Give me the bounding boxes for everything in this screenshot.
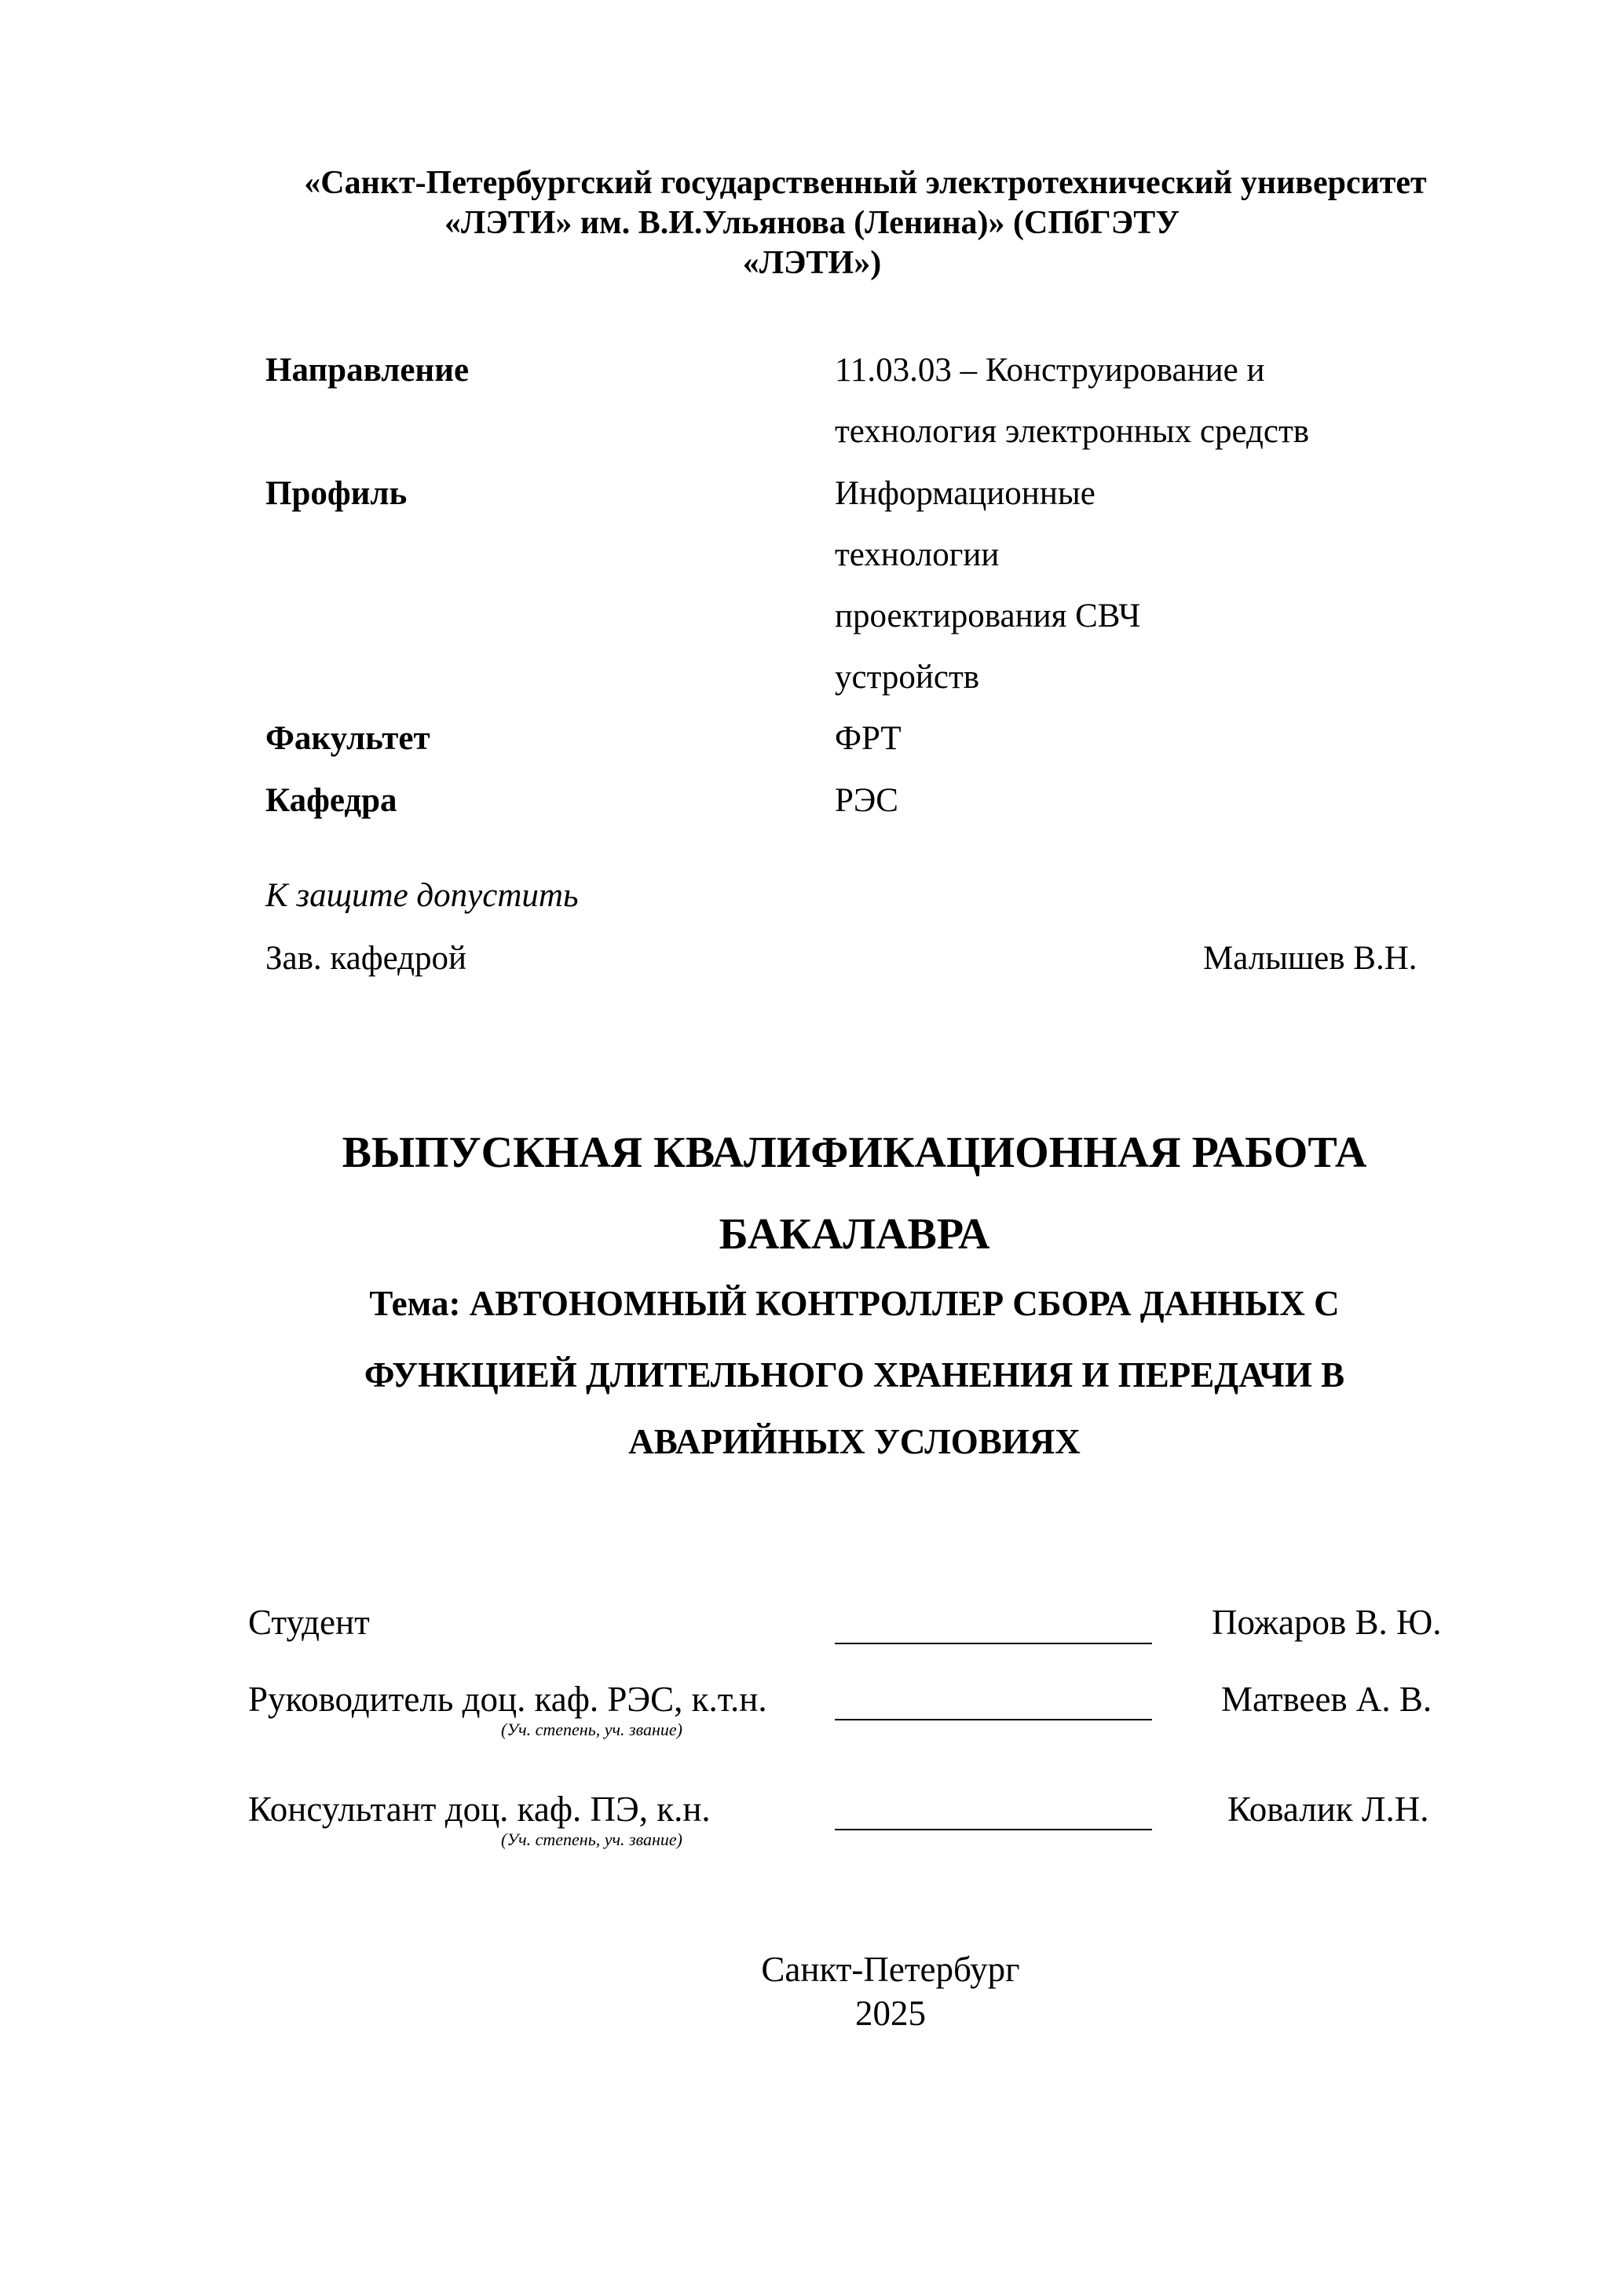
profile-value-line-2: технологии (835, 536, 1000, 573)
supervisor-name: Матвеев А. В. (1221, 1680, 1432, 1719)
supervisor-signature-line (835, 1719, 1152, 1720)
year: 2025 (855, 1994, 926, 2033)
department-label: Кафедра (265, 782, 397, 819)
topic-line-2: ФУНКЦИЕЙ ДЛИТЕЛЬНОГО ХРАНЕНИЯ И ПЕРЕДАЧИ В (364, 1355, 1345, 1395)
footer (0, 1947, 1624, 2035)
consultant-degree-hint: (Уч. степень, уч. звание) (501, 1830, 682, 1849)
student-name: Пожаров В. Ю. (1212, 1603, 1442, 1642)
profile-value-line-1: Информационные (835, 475, 1095, 512)
profile-label: Профиль (265, 475, 408, 512)
faculty-value: ФРТ (835, 720, 902, 757)
university-name-line-2: «ЛЭТИ» им. В.И.Ульянова (Ленина)» (СПбГЭТУ (444, 205, 1180, 241)
direction-label: Направление (265, 352, 470, 389)
university-header (0, 163, 1624, 283)
supervisor-label: Руководитель доц. каф. РЭС, к.т.н. (248, 1680, 767, 1719)
department-value: РЭС (835, 782, 898, 819)
topic-line-3: АВАРИЙНЫХ УСЛОВИЯХ (628, 1422, 1081, 1461)
city: Санкт-Петербург (761, 1950, 1020, 1989)
student-signature-line (835, 1643, 1152, 1644)
work-title-line-2: БАКАЛАВРА (719, 1210, 990, 1259)
work-title-line-1: ВЫПУСКНАЯ КВАЛИФИКАЦИОННАЯ РАБОТА (342, 1128, 1367, 1177)
university-name-line-3: «ЛЭТИ») (742, 245, 882, 281)
faculty-label: Факультет (265, 720, 430, 757)
consultant-name: Ковалик Л.Н. (1227, 1790, 1429, 1829)
profile-value-line-4: устройств (835, 659, 980, 696)
admit-to-defense: К защите допустить (265, 877, 579, 914)
profile-value (835, 463, 1140, 708)
student-label: Студент (248, 1603, 370, 1642)
department-head-name: Малышев В.Н. (1203, 940, 1417, 977)
department-head-label: Зав. кафедрой (265, 940, 467, 977)
profile-value-line-3: проектирования СВЧ (835, 598, 1141, 634)
direction-value-line-2: технология электронных средств (835, 413, 1310, 450)
direction-value (835, 340, 1309, 462)
university-name-line-1: «Санкт-Петербургский государственный электротехнический университет (304, 165, 1427, 201)
direction-value-line-1: 11.03.03 – Конструирование и (835, 352, 1265, 389)
consultant-signature-line (835, 1829, 1152, 1830)
consultant-label: Консультант доц. каф. ПЭ, к.н. (248, 1790, 711, 1829)
topic-line-1: Тема: АВТОНОМНЫЙ КОНТРОЛЛЕР СБОРА ДАННЫХ С (369, 1284, 1340, 1323)
supervisor-degree-hint: (Уч. степень, уч. звание) (501, 1720, 682, 1739)
